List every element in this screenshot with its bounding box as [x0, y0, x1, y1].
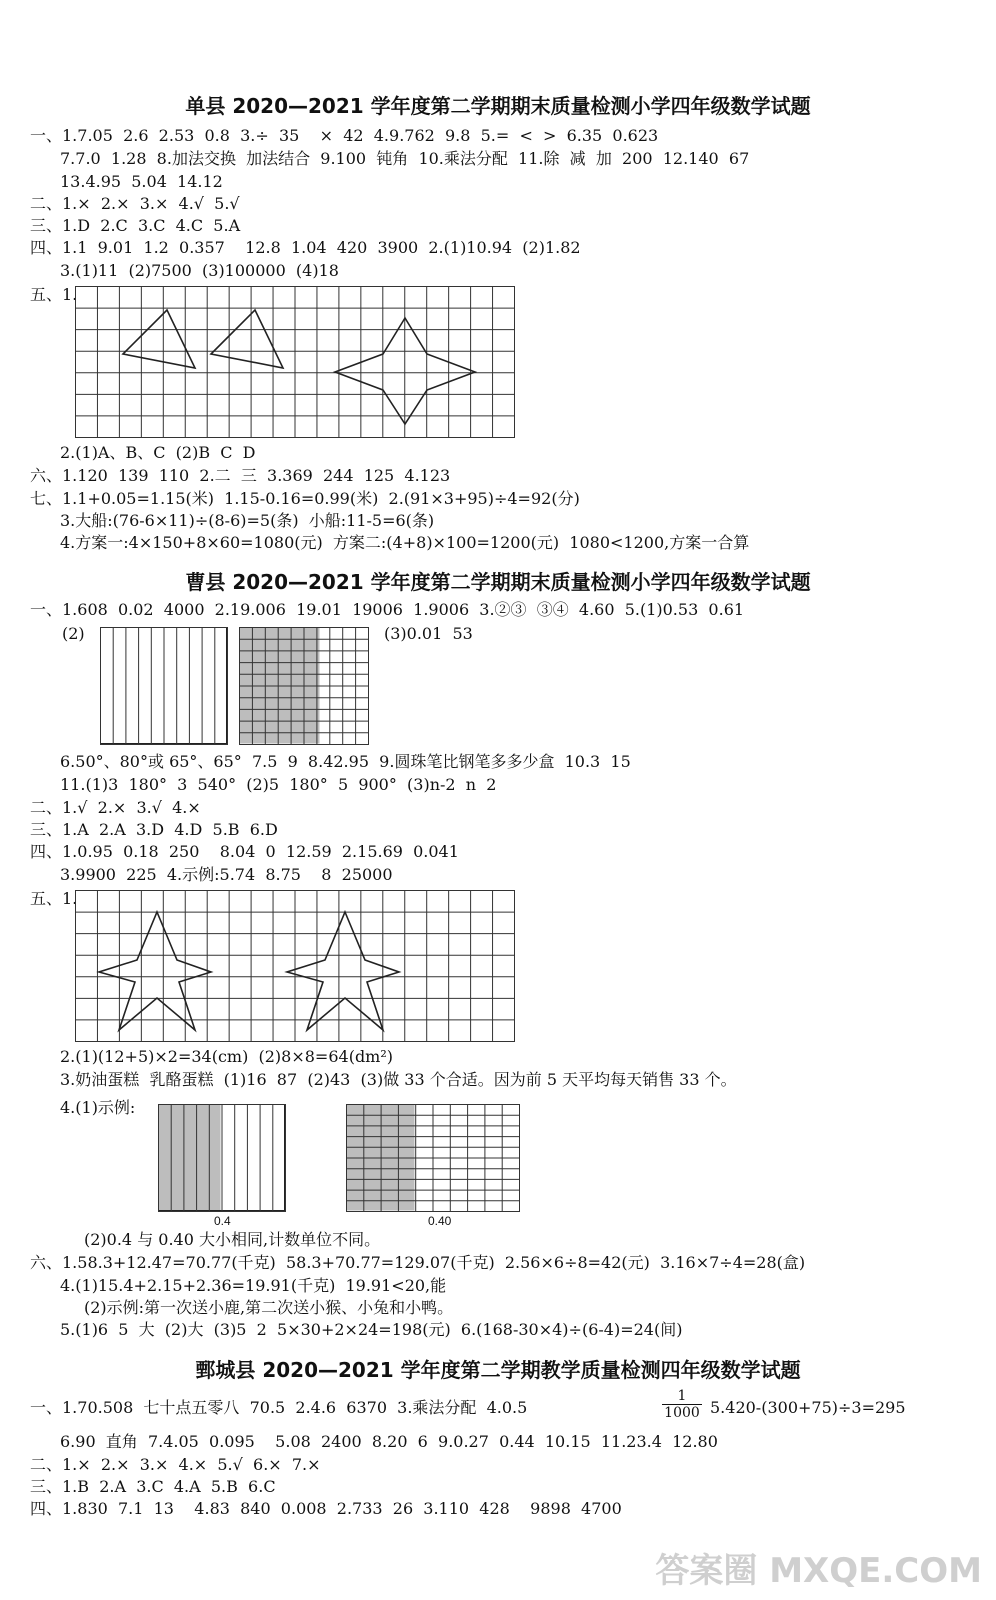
answer-line: 4.(1)15.4+2.15+2.36=19.91(千克) 19.91<20,能 [60, 1276, 447, 1295]
answer-line: (2)0.4 与 0.40 大小相同,计数单位不同。 [84, 1230, 381, 1249]
answer-line: 11.(1)3 180° 3 540° (2)5 180° 5 900° (3)n-2 n 2 [60, 775, 497, 794]
answer-line: 二、1.√ 2.× 3.√ 4.× [30, 798, 201, 817]
answer-line: 4.(1)示例: [60, 1098, 136, 1117]
section-title-juanchengxian: 鄄城县 2020—2021 学年度第二学期教学质量检测四年级数学试题 [195, 1358, 801, 1382]
answer-line: 四、1.0.95 0.18 250 8.04 0 12.59 2.15.69 0.041 [30, 842, 459, 861]
answer-line: 3.9900 225 4.示例:5.74 8.75 8 25000 [60, 865, 393, 884]
grid-label-040: 0.40 [428, 1214, 452, 1228]
fraction-denominator: 1000 [664, 1405, 700, 1421]
answer-line: 5.420-(300+75)÷3=295 [710, 1398, 906, 1417]
answer-line: 4.方案一:4×150+8×60=1080(元) 方案二:(4+8)×100=1200(元) 1080<1200,方案一合算 [60, 533, 750, 552]
answer-line: 2.(1)(12+5)×2=34(cm) (2)8×8=64(dm²) [60, 1047, 394, 1066]
grid-figure-triangles-star [75, 286, 515, 438]
answer-line: 13.4.95 5.04 14.12 [60, 172, 223, 191]
answer-line: 3.大船:(76-6×11)÷(8-6)=5(条) 小船:11-5=6(条) [60, 511, 435, 530]
hundredths-grid-040 [346, 1104, 520, 1212]
answer-line: 三、1.A 2.A 3.D 4.D 5.B 6.D [30, 820, 278, 839]
answer-line: 一、1.608 0.02 4000 2.19.006 19.01 19006 1.9006 3.②③ ③④ 4.60 5.(1)0.53 0.61 [30, 600, 745, 619]
answer-line: 6.50°、80°或 65°、65° 7.5 9 8.42.95 9.圆珠笔比钢笔多多少盒 10.3 15 [60, 752, 631, 771]
hundredths-grid-shaded [239, 627, 369, 745]
grid-figure-stars [75, 890, 515, 1042]
grid-label-04: 0.4 [214, 1214, 231, 1228]
answer-line: (2)示例:第一次送小鹿,第二次送小猴、小兔和小鸭。 [84, 1298, 454, 1317]
answer-line: 一、1.70.508 七十点五零八 70.5 2.4.6 6370 3.乘法分配 4.0.5 [30, 1398, 528, 1417]
answer-line: 七、1.1+0.05=1.15(米) 1.15-0.16=0.99(米) 2.(91×3+95)÷4=92(分) [30, 489, 580, 508]
answer-line: 四、1.830 7.1 13 4.83 840 0.008 2.733 26 3.110 428 9898 4700 [30, 1499, 622, 1518]
answer-line: 一、1.7.05 2.6 2.53 0.8 3.÷ 35 × 42 4.9.762 9.8 5.= < > 6.35 0.623 [30, 126, 659, 145]
answer-line: (3)0.01 53 [384, 624, 473, 643]
answer-line: 六、1.58.3+12.47=70.77(千克) 58.3+70.77=129.07(千克) 2.56×6÷8=42(元) 3.16×7÷4=28(盒) [30, 1253, 806, 1272]
answer-line: 二、1.× 2.× 3.× 4.√ 5.√ [30, 194, 240, 213]
fraction [662, 1388, 702, 1421]
section-title-shanxian: 单县 2020—2021 学年度第二学期期末质量检测小学四年级数学试题 [185, 94, 811, 118]
column-grid-tenths [100, 627, 228, 745]
answer-line: 5.(1)6 5 大 (2)大 (3)5 2 5×30+2×24=198(元) 6.(168-30×4)÷(6-4)=24(间) [60, 1320, 683, 1339]
section-title-caoxian: 曹县 2020—2021 学年度第二学期期末质量检测小学四年级数学试题 [185, 570, 811, 594]
answer-line: 2.(1)A、B、C (2)B C D [60, 443, 256, 462]
answer-line: 五、1. [30, 889, 78, 908]
answer-line: 五、1. [30, 285, 78, 304]
watermark: 答案圈 MXQE.COM [655, 1551, 982, 1591]
answer-line: 四、1.1 9.01 1.2 0.357 12.8 1.04 420 3900 2.(1)10.94 (2)1.82 [30, 238, 581, 257]
answer-line: 三、1.D 2.C 3.C 4.C 5.A [30, 216, 241, 235]
fraction-numerator: 1 [662, 1388, 702, 1405]
answer-line: (2) [62, 624, 85, 643]
answer-line: 3.(1)11 (2)7500 (3)100000 (4)18 [60, 261, 339, 280]
answer-line: 7.7.0 1.28 8.加法交换 加法结合 9.100 钝角 10.乘法分配 11.除 减 加 200 12.140 67 [60, 149, 750, 168]
answer-line: 三、1.B 2.A 3.C 4.A 5.B 6.C [30, 1477, 276, 1496]
column-grid-04 [158, 1104, 286, 1212]
answer-line: 六、1.120 139 110 2.二 三 3.369 244 125 4.123 [30, 466, 451, 485]
answer-line: 6.90 直角 7.4.05 0.095 5.08 2400 8.20 6 9.0.27 0.44 10.15 11.23.4 12.80 [60, 1432, 718, 1451]
answer-line: 二、1.× 2.× 3.× 4.× 5.√ 6.× 7.× [30, 1455, 321, 1474]
answer-line: 3.奶油蛋糕 乳酪蛋糕 (1)16 87 (2)43 (3)做 33 个合适。因为前 5 天平均每天销售 33 个。 [60, 1070, 737, 1089]
